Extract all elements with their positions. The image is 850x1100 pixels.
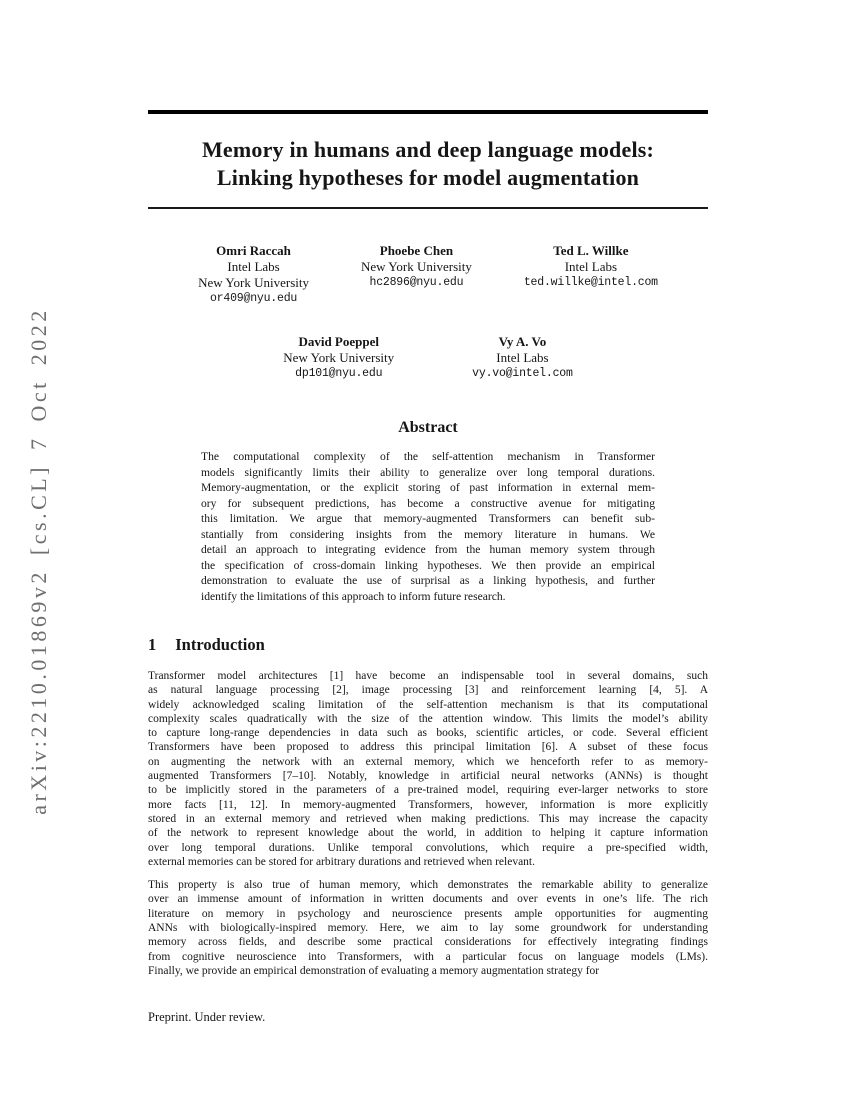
text-line: The computational complexity of the self-attention mechanism in Transformer xyxy=(201,450,655,463)
text-line: ANNs with biologically-inspired memory. Here, we aim to lay some groundwork for understanding xyxy=(148,922,708,935)
text-line: augmented Transformers [7–10]. Notably, knowledge in artificial neural networks (ANNs) is thought xyxy=(148,770,708,783)
intro-paragraph-1 xyxy=(148,669,708,869)
author-block xyxy=(361,243,472,291)
text-line: of the network to represent knowledge about the world, in addition to helping it capture information xyxy=(148,827,708,840)
intro-paragraph-2 xyxy=(148,878,708,978)
title-rule-bottom xyxy=(148,207,708,209)
author-email: dp101@nyu.edu xyxy=(295,367,383,380)
author-affiliation: New York University xyxy=(360,259,472,274)
text-line: widely acknowledged scaling limitation of the self-attention mechanism is that its computational xyxy=(148,698,708,711)
author-block xyxy=(283,334,394,382)
text-line: This property is also true of human memory, which demonstrates the remarkable ability to generalize xyxy=(148,879,708,892)
text-line: over an immense amount of information in written documents and over events in one’s life. The rich xyxy=(148,893,708,906)
author-name: David Poeppel xyxy=(298,334,379,349)
author-name: Omri Raccah xyxy=(216,243,291,258)
text-line: Memory-augmentation, or the explicit storing of past information in external mem- xyxy=(201,481,655,494)
text-line: to be implicitly stored in the parameters of a pre-trained model, requiring ever-larger networks to store xyxy=(148,784,708,797)
abstract-heading: Abstract xyxy=(398,419,458,436)
authors-row-2 xyxy=(148,334,708,382)
text-line: more facts [11, 12]. In memory-augmented Transformers, however, information is more explicitly xyxy=(148,798,708,811)
text-line: over long temporal durations. Unlike temporal convolutions, which require a pre-specified width, xyxy=(148,841,708,854)
text-line: memory across fields, and describe some practical considerations for effectively integrating findings xyxy=(148,936,708,949)
text-line: this limitation. We argue that memory-augmented Transformers can benefit sub- xyxy=(201,512,655,525)
author-email: hc2896@nyu.edu xyxy=(369,276,464,289)
author-affiliation: Intel Labs xyxy=(227,259,280,274)
author-email: or409@nyu.edu xyxy=(209,292,298,305)
text-line: Transformer model architectures [1] have become an indispensable tool in several domains, such xyxy=(148,670,708,682)
author-block xyxy=(198,243,309,307)
text-line: from cognitive neuroscience into Transformers, with a particular focus on language models (LMs). xyxy=(148,950,708,963)
section-number: 1 xyxy=(148,635,157,654)
text-line: ory for subsequent predictions, has become a constructive avenue for mitigating xyxy=(201,496,655,510)
text-line: on augmenting the network with an external memory, which we henceforth refer to as memory- xyxy=(148,755,708,768)
text-line: Linking hypotheses for model augmentation xyxy=(216,165,640,190)
text-line: literature on memory in psychology and neuroscience presents ample opportunities for augmenting xyxy=(148,907,708,920)
text-line: Transformers have been proposed to address this principal limitation [6]. A subset of these focus xyxy=(148,741,708,754)
author-block xyxy=(524,243,658,291)
author-affiliation: New York University xyxy=(283,350,395,365)
abstract-body xyxy=(201,449,655,604)
text-line: Memory in humans and deep language models: xyxy=(201,137,655,162)
section-title: Introduction xyxy=(175,635,265,654)
title-rule-top xyxy=(148,110,708,114)
paper-title xyxy=(148,136,708,192)
author-affiliation: Intel Labs xyxy=(496,350,549,365)
text-line: models significantly limits their ability to generalize over long temporal durations. xyxy=(201,465,655,479)
text-line: external memories can be stored for arbitrary durations and retrieved when relevant. xyxy=(148,855,536,868)
text-line: stored in an external memory and retrieved when making predictions. This may increase the capacity xyxy=(148,812,708,825)
text-line: as natural language processing [2], image processing [3] and reinforcement learning [4, 5]. A xyxy=(148,684,708,697)
text-line: complexity scales quadratically with the size of the attention window. This limits the model’s ability xyxy=(148,712,708,725)
preprint-footer: Preprint. Under review. xyxy=(148,1010,266,1024)
text-line: detail an approach to integrating evidence from the human memory system through xyxy=(201,543,655,556)
text-line: stantially from considering insights from the memory literature in humans. We xyxy=(201,527,655,541)
author-affiliation: New York University xyxy=(198,275,309,290)
text-line: Finally, we provide an empirical demonstration of evaluating a memory augmentation strategy for xyxy=(148,964,600,977)
page-content xyxy=(148,0,708,978)
author-name: Ted L. Willke xyxy=(553,243,629,258)
author-name: Vy A. Vo xyxy=(498,334,547,349)
text-line: to capture long-range dependencies in data such as books, scientific articles, or code. Several efficient xyxy=(148,727,708,740)
text-line: identify the limitations of this approach to inform future research. xyxy=(201,589,506,603)
text-line: demonstration to evaluate the use of surprisal as a linking hypothesis, and further xyxy=(201,574,655,587)
arxiv-watermark: arXiv:2210.01869v2 [cs.CL] 7 Oct 2022 xyxy=(26,307,51,815)
author-email: vy.vo@intel.com xyxy=(472,367,573,380)
authors-row-1 xyxy=(148,243,708,307)
author-name: Phoebe Chen xyxy=(379,243,454,258)
author-block xyxy=(472,334,573,382)
section-heading-introduction xyxy=(148,635,708,655)
author-affiliation: Intel Labs xyxy=(564,259,618,274)
text-line: the specification of cross-domain linking hypotheses. We then provide an empirical xyxy=(201,558,655,572)
author-email: ted.willke@intel.com xyxy=(523,276,658,289)
